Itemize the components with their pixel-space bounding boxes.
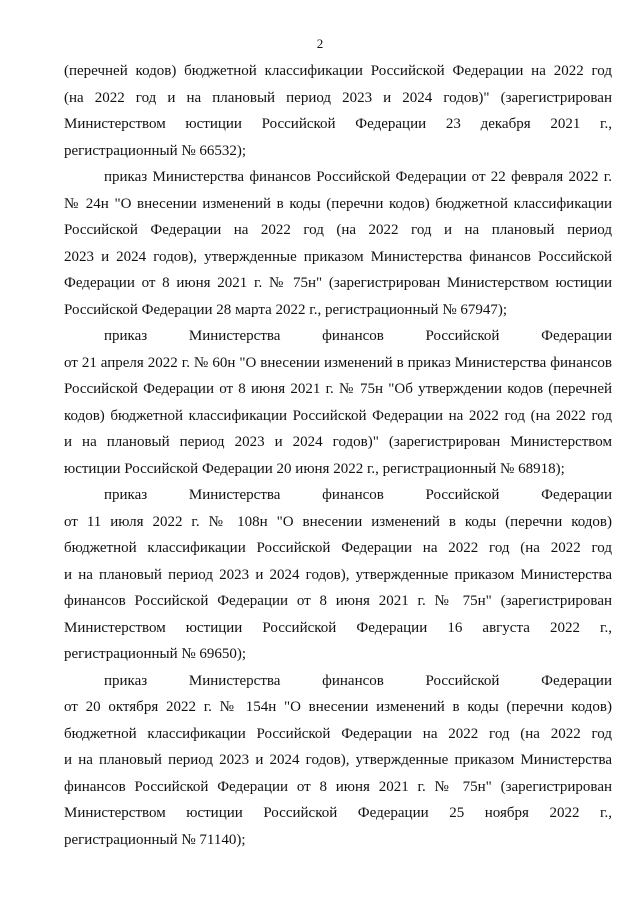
paragraph-3 xyxy=(64,323,612,482)
text-line: от 11 июля 2022 г. № 108н "О внесении изменений в коды (перечни кодов) xyxy=(64,513,612,530)
paragraph-1 xyxy=(64,58,612,164)
text-line: регистрационный № 69650); xyxy=(64,646,247,662)
text-line: приказ Министерства финансов Российской Федерации xyxy=(104,487,612,503)
text-line: приказ Министерства финансов Российской Федерации xyxy=(104,672,612,689)
text-line: бюджетной классификации Российской Федерации на 2022 год (на 2022 год xyxy=(64,725,612,742)
text-line: кодов) бюджетной классификации Российской Федерации на 2022 год (на 2022 год xyxy=(64,407,612,424)
text-line: Российской Федерации 28 марта 2022 г., регистрационный № 67947); xyxy=(64,301,508,318)
text-line: (на 2022 год и на плановый период 2023 и 2024 годов)" (зарегистрирован xyxy=(64,89,612,106)
text-line: от 20 октября 2022 г. № 154н "О внесении изменений в коды (перечни кодов) xyxy=(64,699,612,715)
text-line: Федерации от 8 июня 2021 г. № 75н" (зарегистрирован Министерством юстиции xyxy=(64,275,612,291)
text-line: от 21 апреля 2022 г. № 60н "О внесении изменений в приказ Министерства финансов xyxy=(64,354,612,371)
document-body xyxy=(64,58,612,853)
text-line: приказ Министерства финансов Российской Федерации от 22 февраля 2022 г. xyxy=(104,169,612,185)
text-line: 2023 и 2024 годов), утвержденные приказом Министерства финансов Российской xyxy=(64,248,612,265)
text-line: Министерством юстиции Российской Федерации 23 декабря 2021 г., xyxy=(64,116,612,132)
text-line: приказ Министерства финансов Российской Федерации xyxy=(104,328,612,344)
text-line: регистрационный № 71140); xyxy=(64,831,246,848)
text-line: регистрационный № 66532); xyxy=(64,142,247,159)
text-line: № 24н "О внесении изменений в коды (перечни кодов) бюджетной классификации xyxy=(64,195,612,212)
text-line: бюджетной классификации Российской Федерации на 2022 год (на 2022 год xyxy=(64,540,612,556)
paragraph-4 xyxy=(64,482,612,668)
text-line: Российской Федерации от 8 июня 2021 г. № 75н "Об утверждении кодов (перечней xyxy=(64,381,612,397)
text-line: (перечней кодов) бюджетной классификации Российской Федерации на 2022 год xyxy=(64,63,612,79)
text-line: и на плановый период 2023 и 2024 годов), утвержденные приказом Министерства xyxy=(64,566,612,583)
paragraph-2 xyxy=(64,164,612,323)
text-line: юстиции Российской Федерации 20 июня 2022 г., регистрационный № 68918); xyxy=(64,460,565,477)
text-line: финансов Российской Федерации от 8 июня 2021 г. № 75н" (зарегистрирован xyxy=(64,778,612,795)
paragraph-5 xyxy=(64,668,612,854)
text-line: Российской Федерации на 2022 год (на 2022 год и на плановый период xyxy=(64,222,612,238)
page-number: 2 xyxy=(316,36,324,51)
text-line: финансов Российской Федерации от 8 июня 2021 г. № 75н" (зарегистрирован xyxy=(64,593,612,609)
text-line: Министерством юстиции Российской Федерации 25 ноября 2022 г., xyxy=(64,805,612,821)
text-line: и на плановый период 2023 и 2024 годов), утвержденные приказом Министерства xyxy=(64,752,612,768)
text-line: Министерством юстиции Российской Федерации 16 августа 2022 г., xyxy=(64,619,612,636)
text-line: и на плановый период 2023 и 2024 годов)" (зарегистрирован Министерством xyxy=(64,434,612,450)
